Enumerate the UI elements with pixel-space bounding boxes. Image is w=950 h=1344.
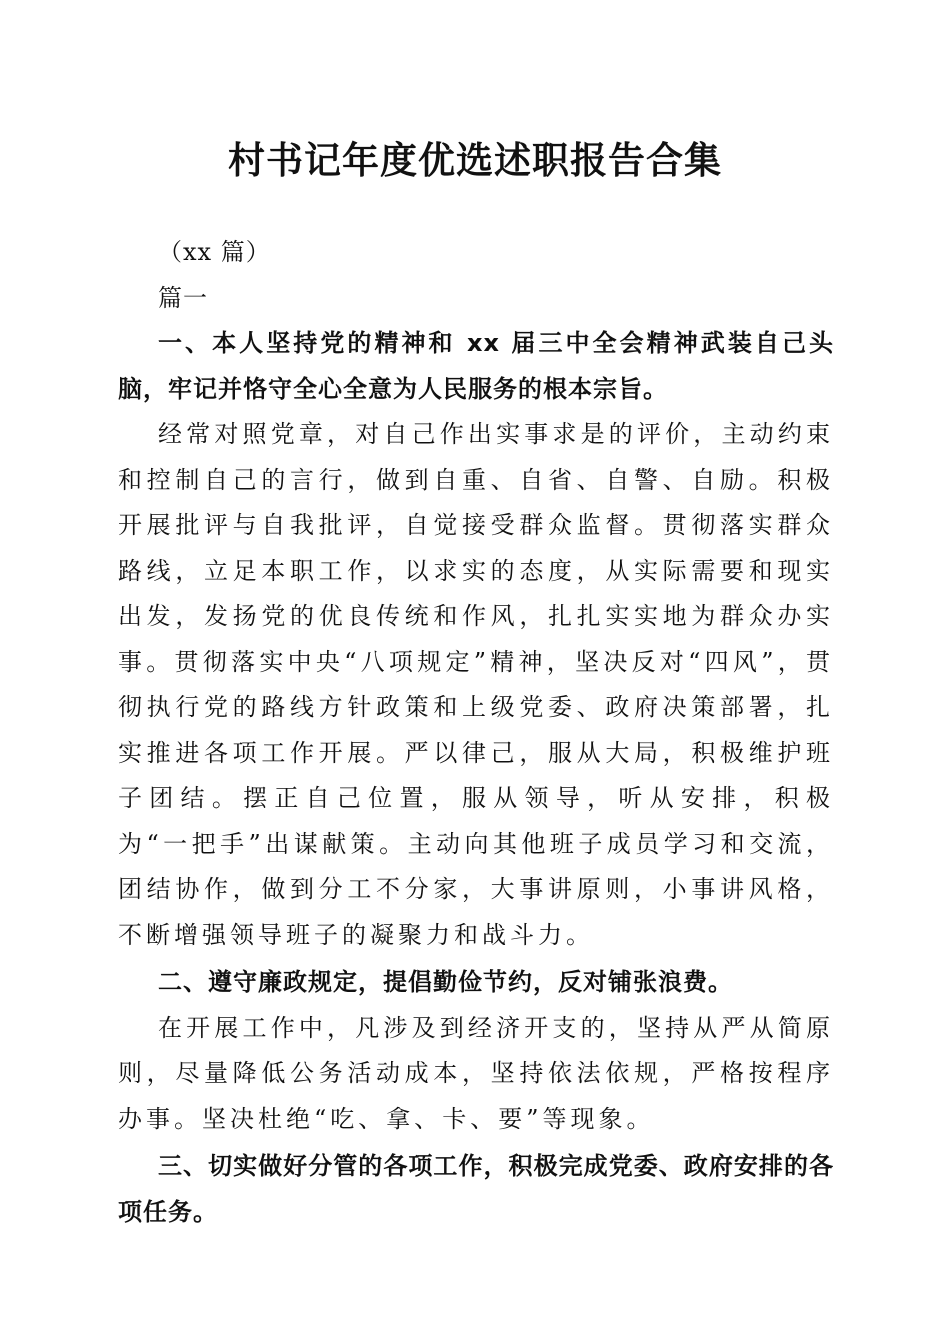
heading-2: 二、遵守廉政规定，提倡勤俭节约，反对铺张浪费。 [158, 968, 733, 996]
heading-1: 一、本人坚持党的精神和 xx 届三中全会精神武装自己头脑，牢记并恪守全心全意为人民服务的根本宗旨。 [118, 329, 834, 403]
count-note: （xx 篇） [158, 238, 271, 266]
section-label: 篇一 [158, 283, 208, 312]
document-title: 村书记年度优选述职报告合集 [228, 138, 722, 182]
paragraph-1: 经常对照党章，对自己作出实事求是的评价，主动约束和控制自己的言行，做到自重、自省、自警、自励。积极开展批评与自我批评，自觉接受群众监督。贯彻落实群众路线，立足本职工作，以求实的态度，从实际需要和现实出发，发扬党的优良传统和作风，扎扎实实地为群众办实事。贯彻落实中央“八项规定”精神，坚决反对“四风”，贯彻执行党的路线方针政策和上级党委、政府决策部署，扎实推进各项工作开展。严以律己，服从大局，积极维护班子团结。摆正自己位置，服从领导，听从安排，积极为“一把手”出谋献策。主动向其他班子成员学习和交流，团结协作，做到分工不分家，大事讲原则，小事讲风格，不断增强领导班子的凝聚力和战斗力。 [118, 420, 834, 949]
heading-3: 三、切实做好分管的各项工作，积极完成党委、政府安排的各项任务。 [118, 1152, 834, 1226]
paragraph-2: 在开展工作中，凡涉及到经济开支的，坚持从严从简原则，尽量降低公务活动成本，坚持依法依规，严格按程序办事。坚决杜绝“吃、拿、卡、要”等现象。 [118, 1013, 834, 1133]
document-body [118, 230, 834, 1235]
